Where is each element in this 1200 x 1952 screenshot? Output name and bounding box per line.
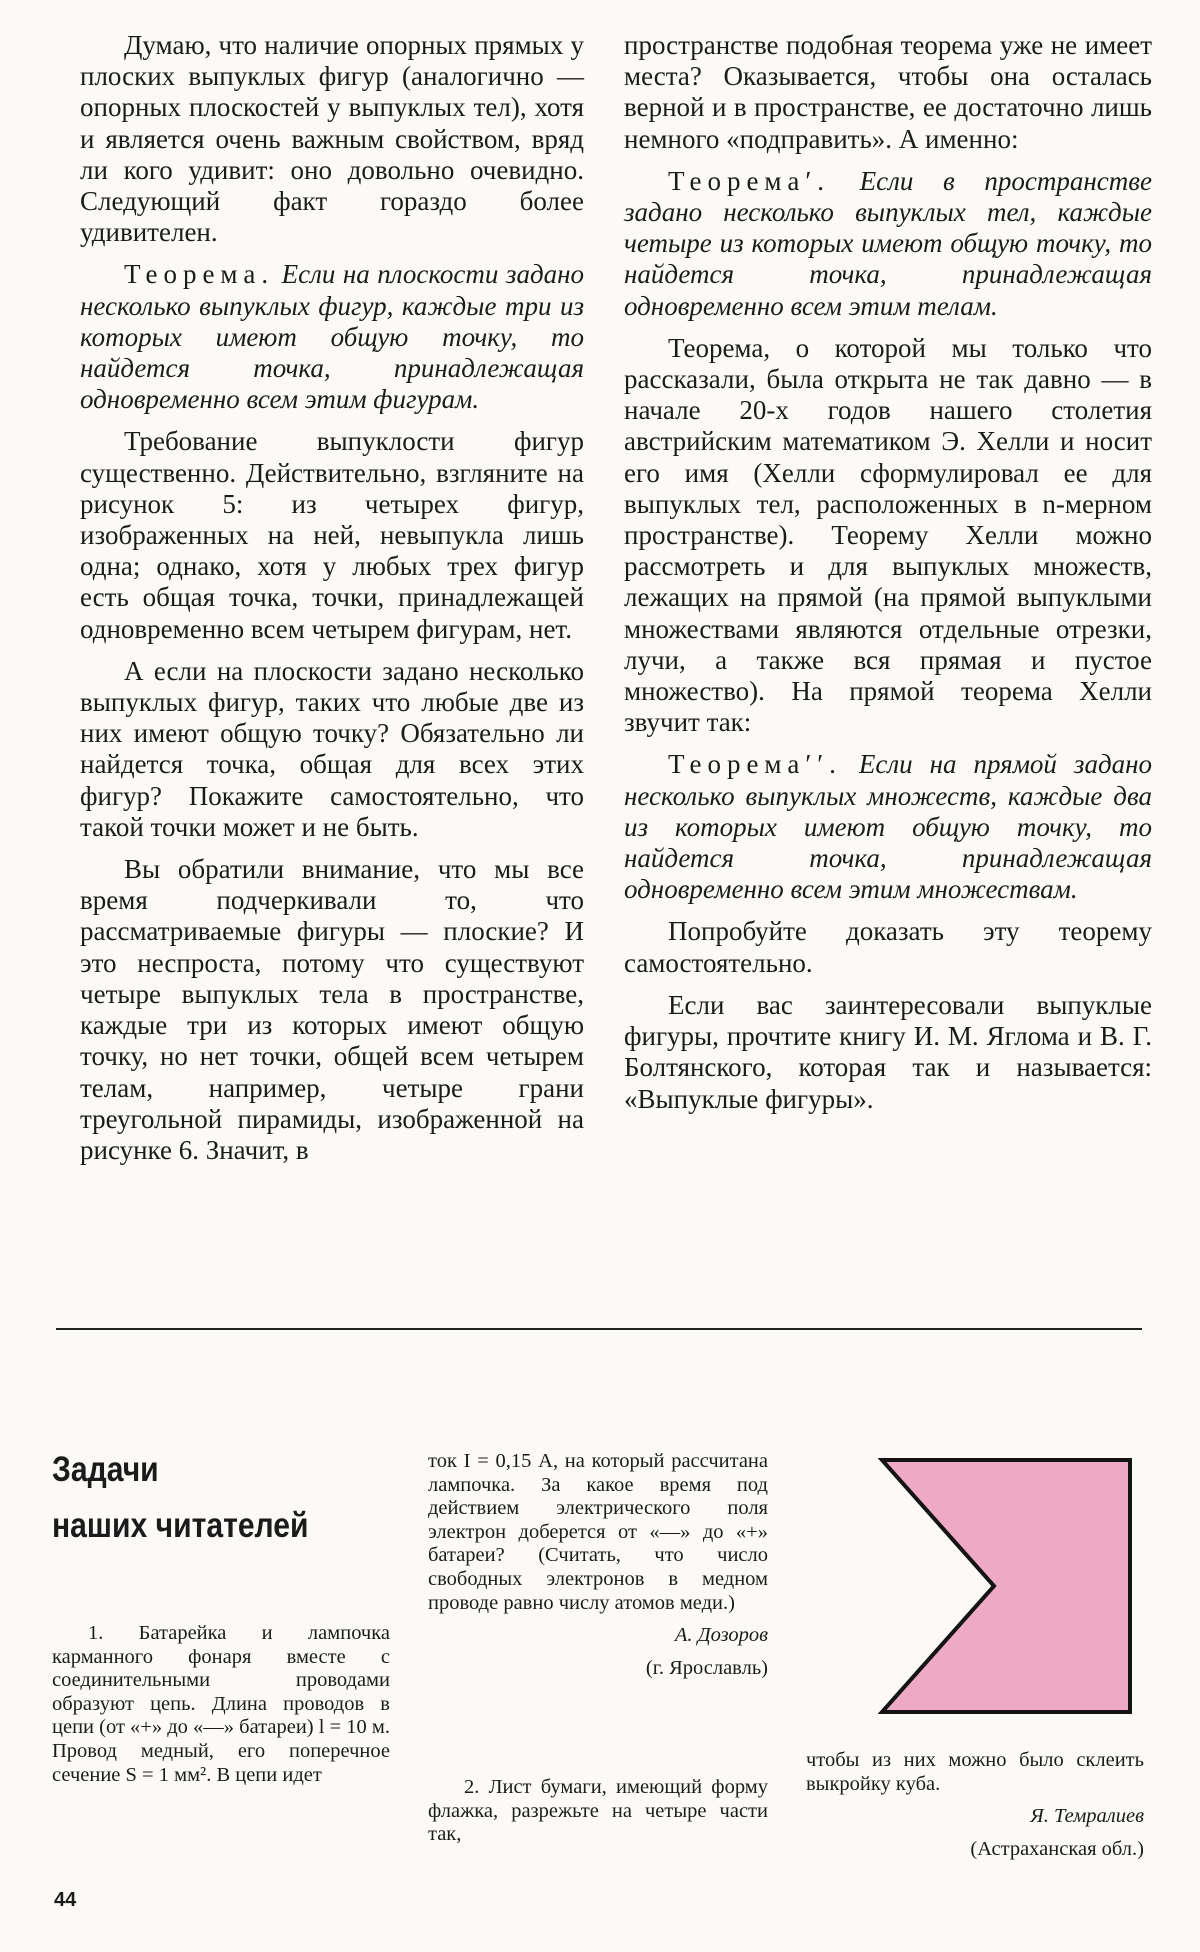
theorem-3	[624, 749, 1152, 905]
problem-2-column-middle	[428, 1776, 768, 1856]
section-divider	[56, 1328, 1142, 1330]
heading-line-2: наших читателей	[52, 1506, 309, 1545]
theorem-2-label: Теорема′.	[668, 165, 830, 196]
problem-2-text-part-2: чтобы из них можно было склеить выкройку куба.	[806, 1749, 1144, 1795]
flag-figure	[878, 1456, 1134, 1716]
article-paragraph: Вы обратили внимание, что мы все время подчеркивали то, что рассматриваемые фигуры — плоские? И это неспроста, потому что существуют четыре выпуклых тела в пространстве, каждые три из которых имеют общую точку, но нет точки, общей всем четырем телам, например, четыре грани треугольной пирамиды, изображенной на рисунке 6. Значит, в	[80, 854, 584, 1165]
theorem-2-text: Если в пространстве задано несколько выпуклых тел, каждые четыре из которых имеют общую точку, то найдется точка, принадлежащая одновременно всем этим телам.	[624, 165, 1152, 321]
problem-1-text-part-1: 1. Батарейка и лампочка карманного фонаря вместе с соединительными проводами образуют цепь. Длина проводов в цепи (от «+» до «—» батареи) l = 10 м. Провод медный, его поперечное сечение S = 1 мм². В цепи идет	[52, 1622, 390, 1786]
theorem-1-label: Теорема.	[124, 259, 275, 290]
article-column-right	[624, 30, 1152, 1126]
problem-2-column-right	[806, 1749, 1144, 1870]
problem-1-text-part-2: ток I = 0,15 А, на который рассчитана лампочка. За какое время под действием электрического поля электрон доберется от «—» до «+» батареи? (Считать, что число свободных электронов в медном проводе равно числу атомов меди.)	[428, 1450, 768, 1614]
heading-line-1: Задачи	[52, 1450, 159, 1489]
problem-1-column-left	[52, 1622, 390, 1796]
theorem-3-label: Теорема′′.	[668, 749, 842, 780]
article-paragraph: А если на плоскости задано несколько выпуклых фигур, таких что любые две из них имеют общую точку? Обязательно ли найдется точка, общая для всех этих фигур? Покажите самостоятельно, что такой точки может и не быть.	[80, 655, 584, 842]
problem-2-location: (Астраханская обл.)	[970, 1837, 1144, 1860]
theorem-1-text: Если на плоскости задано несколько выпуклых фигур, каждые три из которых имеют общую точку, то найдется точка, принадлежащая одновременно всем этим фигурам.	[80, 259, 585, 415]
article-paragraph: пространстве подобная теорема уже не имеет места? Оказывается, чтобы она осталась верной и в пространстве, ее достаточно лишь немного «подправить». А именно:	[624, 30, 1152, 154]
theorem-1	[80, 259, 584, 415]
section-heading	[52, 1442, 309, 1554]
page-number: 44	[54, 1889, 77, 1911]
problem-2-text-part-1: 2. Лист бумаги, имеющий форму флажка, разрежьте на четыре части так,	[428, 1776, 768, 1846]
theorem-3-text: Если на прямой задано несколько выпуклых множеств, каждые два из которых имеют общую точку, то найдется точка, принадлежащая одновременно всем этим множествам.	[624, 749, 1153, 905]
problem-2-author: Я. Темралиев	[1030, 1805, 1144, 1828]
problem-1-column-middle	[428, 1450, 768, 1689]
article-paragraph: Теорема, о которой мы только что рассказали, была открыта не так давно — в начале 20-х годов нашего столетия австрийским математиком Э. Хелли и носит его имя (Хелли сформулировал ее для выпуклых тел, расположенных в n-мерном пространстве). Теорему Хелли можно рассмотреть и для выпуклых множеств, лежащих на прямой (на прямой выпуклыми множествами являются отдельные отрезки, лучи, а также вся прямая и пустое множество). На прямой теорема Хелли звучит так:	[624, 332, 1152, 738]
flag-shape	[882, 1460, 1130, 1712]
article-column-left	[80, 30, 584, 1177]
article-paragraph: Думаю, что наличие опорных прямых у плоских выпуклых фигур (аналогично — опорных плоскостей у выпуклых тел), хотя и является очень важным свойством, вряд ли кого удивит: оно довольно очевидно. Следующий факт гораздо более удивителен.	[80, 30, 584, 248]
problem-1-author: А. Дозоров	[674, 1624, 768, 1647]
problem-1-location: (г. Ярославль)	[645, 1656, 768, 1679]
article-paragraph: Требование выпуклости фигур существенно. Действительно, взгляните на рисунок 5: из четырех фигур, изображенных на ней, невыпукла лишь одна; однако, хотя у любых трех фигур есть общая точка, точки, принадлежащей одновременно всем четырем фигурам, нет.	[80, 426, 584, 644]
article-paragraph: Если вас заинтересовали выпуклые фигуры, прочтите книгу И. М. Яглома и В. Г. Болтянского, которая так и называется: «Выпуклые фигуры».	[624, 989, 1152, 1114]
theorem-2	[624, 166, 1152, 322]
article-paragraph: Попробуйте доказать эту теорему самостоятельно.	[624, 916, 1152, 978]
